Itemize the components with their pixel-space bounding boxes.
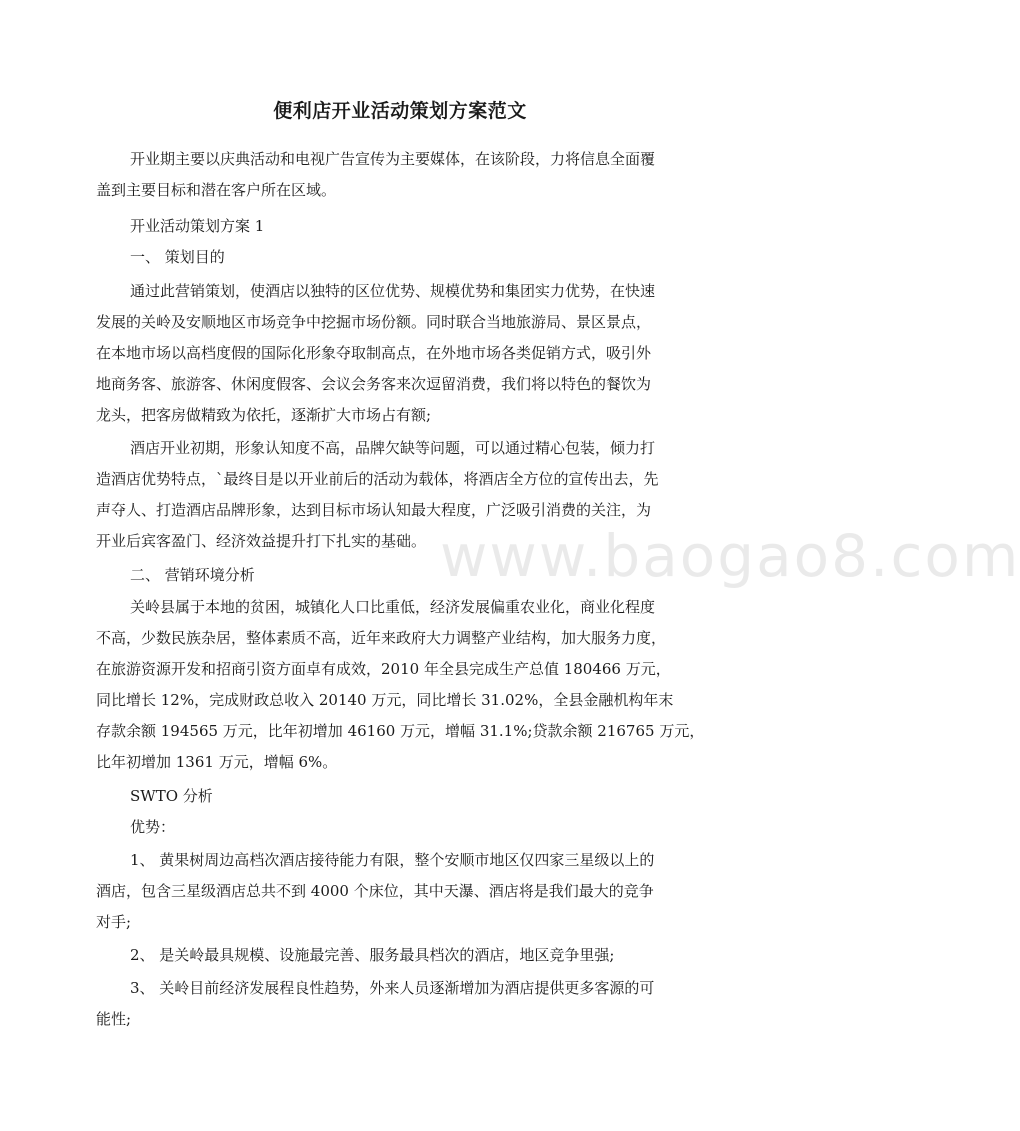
paragraph-line: 在旅游资源开发和招商引资方面卓有成效，2010 年全县完成生产总值 180466 万元， — [96, 660, 671, 678]
paragraph-line: 酒店，包含三星级酒店总共不到 4000 个床位，其中天瀑、酒店将是我们最大的竞争 — [96, 882, 654, 900]
paragraph-line: 地商务客、旅游客、休闲度假客、会议会务客来次逗留消费，我们将以特色的餐饮为 — [96, 375, 652, 393]
list-item: 3、 关岭目前经济发展程良性趋势，外来人员逐渐增加为酒店提供更多客源的可 — [130, 979, 655, 997]
paragraph-line: 不高，少数民族杂居，整体素质不高，近年来政府大力调整产业结构，加大服务力度， — [96, 629, 667, 647]
paragraph-line: 开业期主要以庆典活动和电视广告宣传为主要媒体，在该阶段，力将信息全面覆 — [130, 150, 656, 168]
section-heading: 优势： — [130, 818, 176, 836]
paragraph-line: 同比增长 12%，完成财政总收入 20140 万元，同比增长 31.02%，全县金融机构年末 — [96, 691, 674, 709]
paragraph-line: 能性; — [96, 1010, 132, 1028]
section-heading: 一、 策划目的 — [130, 248, 225, 266]
paragraph-line: 存款余额 194565 万元，比年初增加 46160 万元，增幅 31.1%;贷款余额 216765 万元， — [96, 722, 705, 740]
document-title: 便利店开业活动策划方案范文 — [273, 100, 527, 122]
section-heading: SWTO 分析 — [130, 787, 213, 805]
paragraph-line: 对手; — [96, 913, 132, 931]
paragraph-line: 盖到主要目标和潜在客户所在区域。 — [96, 181, 337, 199]
paragraph-line: 在本地市场以高档度假的国际化形象夺取制高点，在外地市场各类促销方式，吸引外 — [96, 344, 652, 362]
list-item: 1、 黄果树周边高档次酒店接待能力有限，整个安顺市地区仅四家三星级以上的 — [130, 851, 655, 869]
paragraph-line: 关岭县属于本地的贫困，城镇化人口比重低，经济发展偏重农业化，商业化程度 — [130, 598, 656, 616]
paragraph-line: 声夺人、打造酒店品牌形象，达到目标市场认知最大程度，广泛吸引消费的关注，为 — [96, 501, 652, 519]
paragraph-line: 酒店开业初期，形象认知度不高，品牌欠缺等问题，可以通过精心包装，倾力打 — [130, 439, 656, 457]
paragraph-line: 发展的关岭及安顺地区市场竞争中挖掘市场份额。同时联合当地旅游局、景区景点， — [96, 313, 652, 331]
paragraph-line: 开业后宾客盈门、经济效益提升打下扎实的基础。 — [96, 532, 427, 550]
paragraph-line: 开业活动策划方案 1 — [130, 217, 265, 235]
paragraph-line: 龙头，把客房做精致为依托，逐渐扩大市场占有额; — [96, 406, 432, 424]
list-item: 2、 是关岭最具规模、设施最完善、服务最具档次的酒店，地区竞争里强; — [130, 946, 615, 964]
paragraph-line: 造酒店优势特点，`最终目是以开业前后的活动为载体，将酒店全方位的宣传出去，先 — [96, 470, 659, 488]
watermark-text: www.baogao8.com — [440, 522, 1020, 590]
paragraph-line: 比年初增加 1361 万元，增幅 6%。 — [96, 753, 338, 771]
section-heading: 二、 营销环境分析 — [130, 566, 255, 584]
paragraph-line: 通过此营销策划，使酒店以独特的区位优势、规模优势和集团实力优势，在快速 — [130, 282, 656, 300]
